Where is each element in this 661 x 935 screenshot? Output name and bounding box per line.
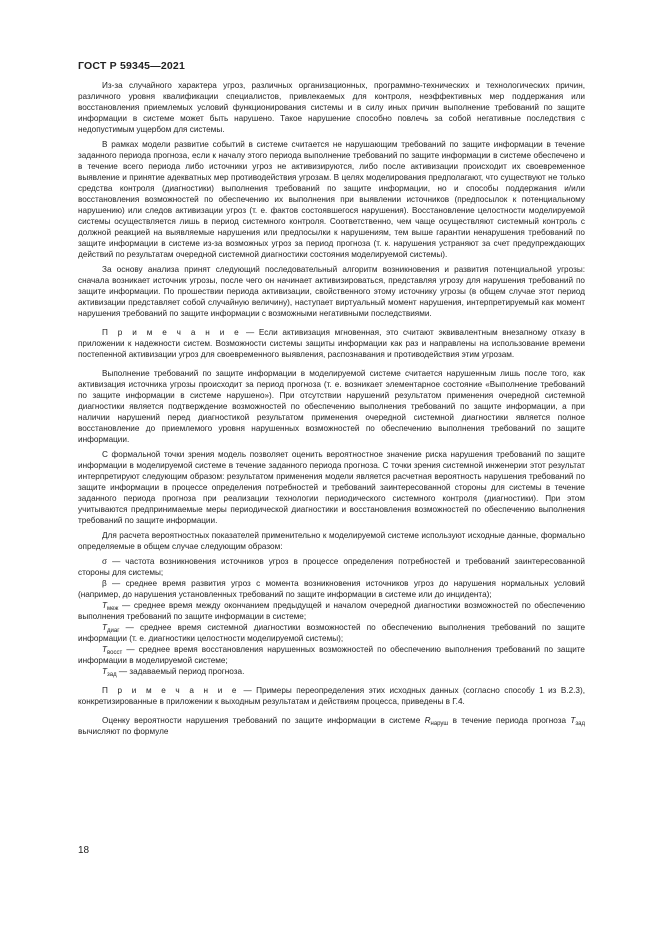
text-run: Оценку вероятности нарушения требований по защите информации в системе	[102, 716, 425, 725]
symbol: T	[102, 667, 108, 676]
paragraph: Выполнение требований по защите информации в моделируемой системе считается нарушенным лишь после того, как активизация источника угрозы происходит за период прогноза (т. е. возникает элементарное состояние «Выполнение требований по защите информации в системе нарушено»). При отсутствии нарушений результатом применения очередной системной диагностики является подтверждение возможностей по обеспечению выполнения требований по защите информации, а при наличии нарушений перед диагностикой результатом применения очередной системной диагностики является полное восстановление до приемлемого уровня нарушенных возможностей по обеспечению выполнения требований по защите информации.	[78, 369, 585, 444]
symbol-subscript: меж	[107, 606, 119, 612]
definition-tdiag	[78, 622, 585, 644]
paragraph: В рамках модели развитие событий в системе считается не нарушающим требований по защите информации в течение заданного периода прогноза, если к началу этого периода выполнение требований по защите информации в системе обеспечено и в течение всего периода либо источники угроз не активизируются, либо после активизации происходит их своевременное выявление и принятие адекватных мер противодействия угрозам. В целях моделирования предполагают, что существуют не только средства контроля (диагностики) выполнения требований по защите информации, но и способы поддержания и/или восстановления возможностей по обеспечению их выполнения при выявлении источников (предпосылок к потенциальному нарушению) или следов активизации угроз (т. е. фактов состоявшегося нарушения). Восстановление целостности моделируемой системы осуществляется лишь в период системного контроля. Соответственно, чем чаще осуществляют системный контроль с должной реакцией на выявляемые нарушения или предпосылки к нарушениям, тем выше гарантии ненарушения требований по защите информации в системе из-за возможных угроз за период прогноза (т. к. нарушения устраняют за счет предупреждающих действий по результатам очередной системной диагностики состояния моделируемой системы).	[78, 140, 585, 259]
note-text: — Если активизация мгновенная, это считают эквивалентным внезапному отказу в приложении к надежности систем. Возможности системы защиты информации как раз и направлены на использование времени постепенной активизации угроз для своевременного выявления, распознавания и противодействия этим угрозам.	[78, 328, 585, 359]
symbol: R	[424, 716, 431, 725]
definition-tvosst	[78, 644, 585, 666]
symbol: T	[570, 716, 576, 725]
symbol-subscript: восст	[107, 650, 123, 656]
document-header: ГОСТ Р 59345—2021	[78, 60, 186, 72]
definition-text: — частота возникновения источников угроз в процессе определения потребностей и требований заинтересованной стороны для системы;	[78, 557, 585, 577]
definition-tmezh	[78, 600, 585, 622]
paragraph: С формальной точки зрения модель позволяет оценить вероятностное значение риска нарушения требований по защите информации в моделируемой системе в течение заданного периода прогноза. С точки зрения системной инженерии этот результат интерпретируют следующим образом: результатом применения модели является расчетная вероятность нарушения требований по защите информации в процессе определения потребностей и требований заинтересованной стороны для системы в течение заданного периода прогноза при реализации технологии периодического системного контроля (диагностики). При этом учитываются предпринимаемые меры периодической диагностики и восстановления возможностей по обеспечению выполнения требований по защите информации.	[78, 450, 585, 525]
definition-tzad	[78, 666, 585, 677]
definition-text: — задаваемый период прогноза.	[116, 667, 245, 676]
text-run: вычисляют по формуле	[78, 727, 169, 736]
paragraph: Из-за случайного характера угроз, различных организационных, программно-технических и технологических причин, различного уровня квалификации специалистов, привлекаемых для контроля, неэффективных мер поддержания или восстановления приемлемых условий функционирования системы и в силу иных причин выполнение требований по защите информации в системе может быть нарушено. Такое нарушение способно повлечь за собой негативные последствия с недопустимым ущербом для системы.	[78, 81, 585, 134]
symbol: T	[102, 623, 108, 632]
page-number: 18	[78, 845, 90, 856]
definition-text: — среднее время между окончанием предыдущей и началом очередной диагностики возможностей по обеспечению выполнения требований по защите информации в системе;	[78, 601, 585, 621]
symbol-subscript: зад	[107, 672, 117, 678]
symbol-subscript: зад	[575, 721, 585, 727]
symbol-subscript: диаг	[107, 628, 120, 634]
note-label: П р и м е ч а н и е	[102, 328, 242, 337]
symbol: σ	[102, 557, 108, 566]
document-body	[78, 80, 585, 741]
definition-beta	[78, 578, 585, 600]
definition-sigma	[78, 556, 585, 578]
paragraph	[78, 715, 585, 737]
note-text: — Примеры переопределения этих исходных данных (согласно способу 1 из В.2.3), конкретизированные в приложении к выходным результатам и действиям процесса, приведены в Г.4.	[78, 686, 585, 706]
paragraph: За основу анализа принят следующий последовательный алгоритм возникновения и развития потенциальной угрозы: сначала возникает источник угрозы, после чего он начинает активизироваться, представляя угрозу для нарушения требований по защите информации. По прошествии периода активизации, свойственного этому источнику угрозы (в общем случае этот период активизации представляет собой случайную величину), наступает виртуальный момент нарушения, интерпретируемый как момент нарушения требований по защите информации с возможными негативными последствиями.	[78, 265, 585, 318]
symbol: β	[102, 579, 107, 588]
text-run: в течение периода прогноза	[448, 716, 571, 725]
symbol: T	[102, 601, 108, 610]
symbol: T	[102, 645, 108, 654]
paragraph: Для расчета вероятностных показателей применительно к моделируемой системе используют исходные данные, формально определяемые в общем случае следующим образом:	[78, 531, 585, 551]
definition-text: — среднее время развития угроз с момента возникновения источников угроз до нарушения нормальных условий (например, до нарушения установленных требований по защите информации в системе или до инцидента);	[78, 579, 585, 599]
note-label: П р и м е ч а н и е	[102, 686, 240, 695]
definition-text: — среднее время восстановления нарушенных возможностей по обеспечению выполнения требований по защите информации в моделируемой системе;	[78, 645, 585, 665]
symbol-subscript: наруш	[430, 721, 449, 727]
note-paragraph	[78, 685, 585, 707]
note-paragraph	[78, 327, 585, 360]
definition-text: — среднее время системной диагностики возможностей по обеспечению выполнения требований по защите информации (т. е. диагностики целостности моделируемой системы);	[78, 623, 585, 643]
